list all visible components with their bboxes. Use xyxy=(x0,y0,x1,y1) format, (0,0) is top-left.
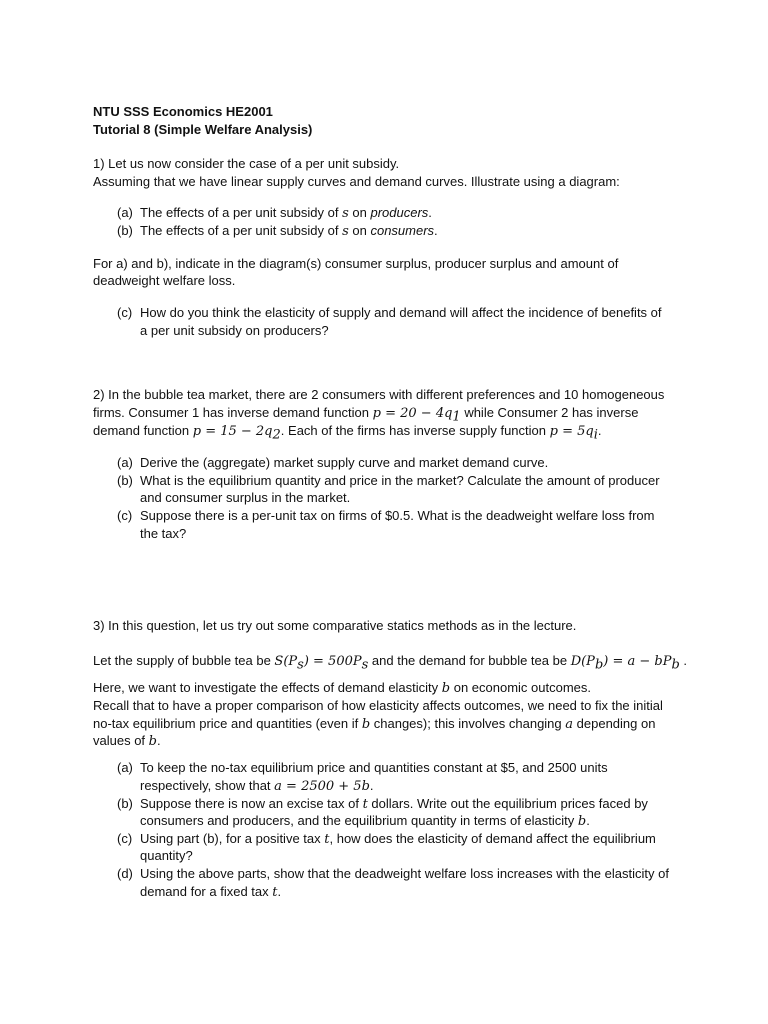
q3-intro: 3) In this question, let us try out some comparative statics methods as in the lecture. xyxy=(93,618,577,633)
q3-b-line1: Suppose there is now an excise tax of t dollars. Write out the equilibrium prices faced by xyxy=(140,796,648,812)
q2-a-text: Derive the (aggregate) market supply curve and market demand curve. xyxy=(140,455,549,470)
q3-b-label: (b) xyxy=(117,796,133,811)
q3-b-line2: consumers and producers, and the equilibrium quantity in terms of elasticity b. xyxy=(140,813,590,829)
tutorial-title: Tutorial 8 (Simple Welfare Analysis) xyxy=(93,122,313,137)
q3-supply-demand-line: Let the supply of bubble tea be $S(P_s) = 500P_s$ and the demand for bubble tea be $D(P_b) = a - bP_b$ . xyxy=(93,653,688,673)
q2-c-line2: the tax? xyxy=(140,526,187,541)
q1-intro-line1: 1) Let us now consider the case of a per unit subsidy. xyxy=(93,156,400,171)
q3-c-label: (c) xyxy=(117,831,133,846)
q1-a-label: (a) xyxy=(117,205,133,220)
q3-a-line2: respectively, show that a = 2500 + 5b. xyxy=(140,778,374,794)
q2-b-line2: and consumer surplus in the market. xyxy=(140,490,351,505)
q1-intro-line2: Assuming that we have linear supply curves and demand curves. Illustrate using a diagram: xyxy=(93,174,620,189)
q1-c-label: (c) xyxy=(117,305,133,320)
q2-b-label: (b) xyxy=(117,473,133,488)
q3-d-line2: demand for a fixed tax t. xyxy=(140,884,282,900)
q3-recall-line3: values of b. xyxy=(93,733,161,749)
q3-recall-line1: Recall that to have a proper comparison of how elasticity affects outcomes, we need to fix the initial xyxy=(93,698,663,713)
q2-line3: demand function $p = 15 - 2q_2$. Each of the firms has inverse supply function $p = 5q_i$. xyxy=(93,423,602,443)
q1-note-line1: For a) and b), indicate in the diagram(s) consumer surplus, producer surplus and amount of xyxy=(93,256,619,271)
q2-line2: firms. Consumer 1 has inverse demand function $p = 20 - 4q_1$ while Consumer 2 has inverse xyxy=(93,405,639,425)
q3-here-line: Here, we want to investigate the effects of demand elasticity b on economic outcomes. xyxy=(93,680,592,696)
q3-c-line2: quantity? xyxy=(140,848,193,863)
q3-a-label: (a) xyxy=(117,760,133,775)
q3-a-line1: To keep the no-tax equilibrium price and quantities constant at $5, and 2500 units xyxy=(140,760,608,775)
q3-recall-line2: no-tax equilibrium price and quantities (even if b changes); this involves changing a depending on xyxy=(93,716,656,732)
q2-a-label: (a) xyxy=(117,455,133,470)
q1-b-label: (b) xyxy=(117,223,133,238)
q2-line1: 2) In the bubble tea market, there are 2 consumers with different preferences and 10 homogeneous xyxy=(93,387,665,402)
q1-c-line1: How do you think the elasticity of supply and demand will affect the incidence of benefits of xyxy=(140,305,662,320)
q1-a-text: The effects of a per unit subsidy of s on producers. xyxy=(140,205,432,221)
q1-note-line2: deadweight welfare loss. xyxy=(93,273,236,288)
course-title: NTU SSS Economics HE2001 xyxy=(93,104,273,119)
q2-b-line1: What is the equilibrium quantity and price in the market? Calculate the amount of producer xyxy=(140,473,660,488)
q3-d-line1: Using the above parts, show that the deadweight welfare loss increases with the elasticity of xyxy=(140,866,669,881)
q3-d-label: (d) xyxy=(117,866,133,881)
q3-c-line1: Using part (b), for a positive tax t, how does the elasticity of demand affect the equilibrium xyxy=(140,831,656,847)
q2-c-label: (c) xyxy=(117,508,133,523)
q1-b-text: The effects of a per unit subsidy of s on consumers. xyxy=(140,223,438,239)
q2-c-line1: Suppose there is a per-unit tax on firms of $0.5. What is the deadweight welfare loss from xyxy=(140,508,655,523)
q1-c-line2: a per unit subsidy on producers? xyxy=(140,323,329,338)
